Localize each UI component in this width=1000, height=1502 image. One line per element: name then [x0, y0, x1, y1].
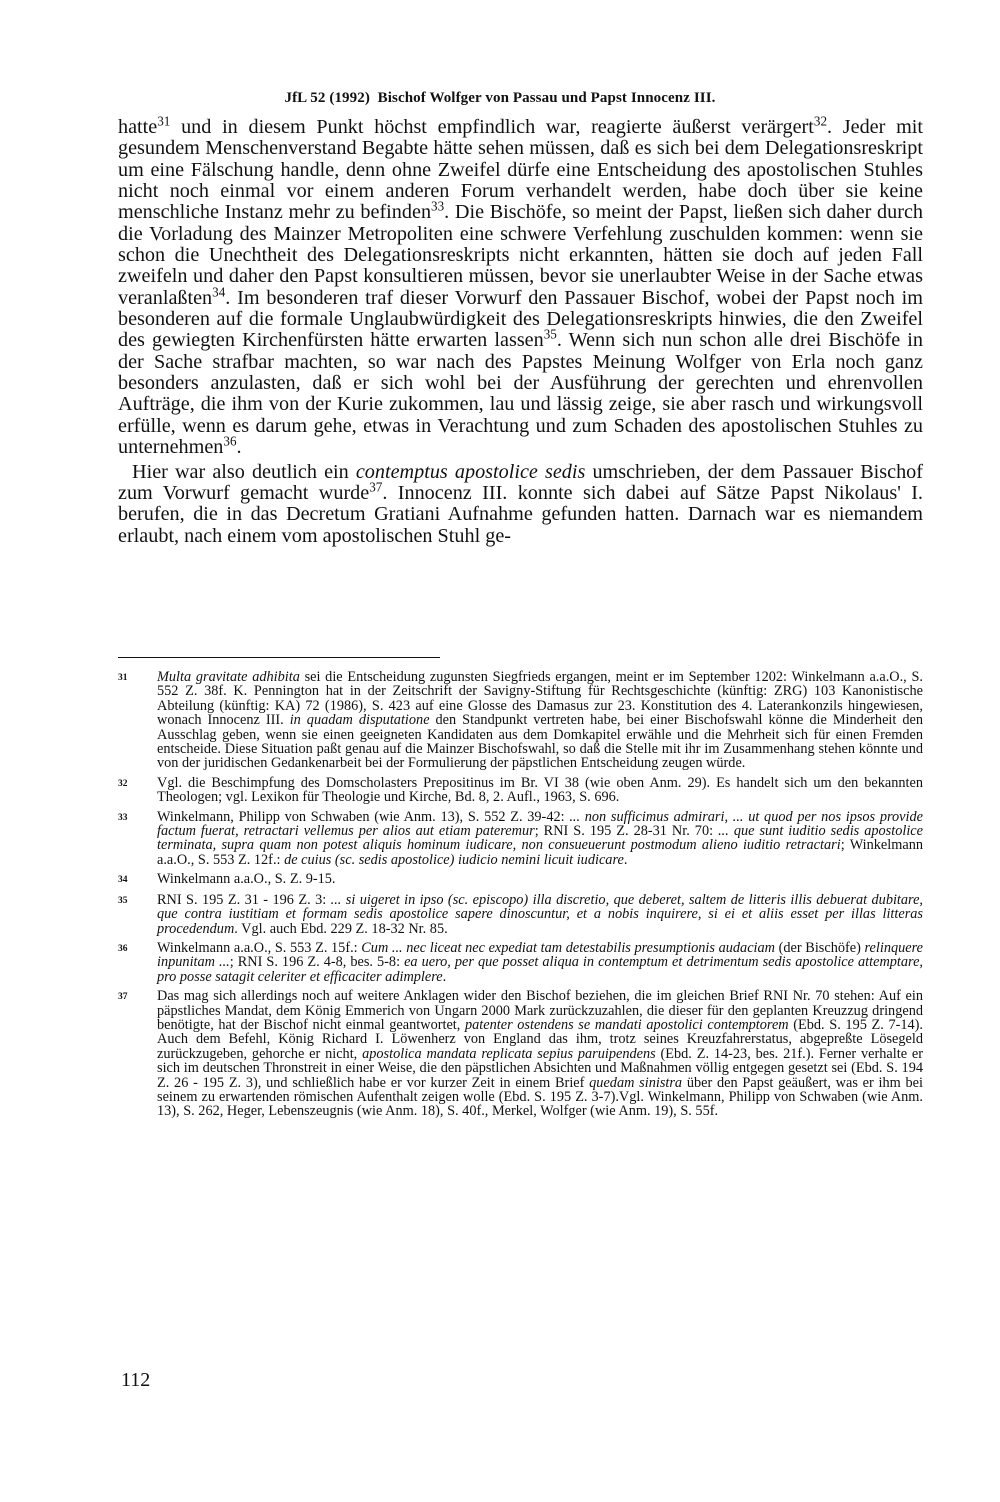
- text-run: Winkelmann a.a.O., S. Z. 9-15.: [157, 871, 336, 888]
- text-run: Winkelmann a.a.O., S. 553 Z. 15f.:: [157, 939, 362, 956]
- footnote-reference: 37: [369, 479, 383, 495]
- text-run: ; RNI S. 195 Z. 28-31 Nr. 70:: [534, 823, 719, 840]
- footnote-number: 37: [118, 992, 128, 1003]
- italic-text: apostolica mandata replicata sepius paruipendens: [362, 1045, 656, 1062]
- text-run: den Standpunkt vertreten habe, bei einer Bischofswahl könne die Minderheit den Ausschlag geben, wenn sie einen geeigneten Kandidaten aus dem Domkapitel erwähle und die Mehrheit sich für einen Fremden entscheide. Diese Situation paßt genau auf die Mainzer Bischofswahl, so daß die Stelle mit ihr im Zusammenhang stehen könnte und von der juridischen Gedankenarbeit bei der Formulierung der päpstlichen Entscheidung zeugen würde.: [157, 712, 923, 772]
- footnotes: [118, 670, 923, 1124]
- text-run: .: [236, 436, 242, 459]
- italic-text: ... que sunt iuditio sedis apostolice terminata, supra quam non potest aliquis hominum iudicare, non consueuerunt postmodum alieno iuditio retractari: [157, 823, 924, 854]
- paragraph: [118, 113, 924, 459]
- footnote-number: 33: [118, 812, 128, 823]
- italic-text: ... non sufficimus admirari, ... ut quod per nos ipsos provide factum fuerat, retractari vellemus per alios aut etiam pateremur: [157, 808, 923, 840]
- text-run: sei die Entscheidung zugunsten Siegfrieds ergangen, meint er im September 1202: Winkelmann a.a.O., S. 552 Z. 38f. K. Pennington hat in der Zeitschrift der Savigny-Stiftung für Rechtsgeschichte (künftig: ZRG) 103 Kanonistische Abteilung (künftig: KA) 72 (1986), S. 423 auf eine Glosse des Damasus zur 23. Konstitution des 4. Laterankonzils hingewiesen, wonach Innocenz III.: [157, 669, 923, 729]
- footnote-text: [157, 810, 923, 868]
- running-header: [0, 90, 1000, 107]
- footnote-reference: 31: [157, 113, 171, 129]
- footnote: [118, 872, 923, 887]
- running-title: Bischof Wolfger von Passau und Papst Innocenz III.: [377, 90, 716, 106]
- text-run: (Ebd. Z. 14-23, bes. 21f.). Ferner verhalte er sich im deutschen Thronstreit in einer Weise, die den päpstlichen Absichten und Maßnahmen völlig entgegen gesetzt sei (Ebd. S. 194 Z. 26 - 195 Z. 3), und schließlich habe er vor kurzer Zeit in einem Brief: [157, 1045, 923, 1091]
- footnote-reference: 33: [431, 198, 445, 214]
- italic-text: de cuius (sc. sedis apostolice) iudicio nemini licuit iudicare: [284, 851, 624, 868]
- italic-text: patenter ostendens se mandati apostolici contemptorem: [464, 1016, 789, 1033]
- footnote-text: [157, 776, 923, 805]
- text-run: . Im besonderen traf dieser Vorwurf den Passauer Bischof, wobei der Papst noch im besonderen auf die formale Unglaubwürdigkeit des Delegationsreskripts hinwies, die den Zweifel des gewiegten Kirchenfürsten hätte erwarten lassen: [118, 286, 923, 352]
- footnote-text: [157, 941, 923, 984]
- footnote-reference: 32: [813, 113, 828, 129]
- text-run: . Vgl. auch Ebd. 229 Z. 18-32 Nr. 85.: [234, 920, 448, 937]
- italic-text: ea uero, per que posset aliqua in contemptum et detrimentum sedis apostolice attemptare, pro posse satagit celeriter et efficaciter adimplere: [157, 954, 923, 985]
- text-run: über den Papst geäußert, was er ihm bei seinem zu erwartenden römischen Aufenthalt zeigen wolle (Ebd. S. 195 Z. 3-7).Vgl. Winkelmann, Philipp von Schwaben (wie Anm. 13), S. 262, Heger, Lebenszeugnis (wie Anm. 18), S. 40f., Merkel, Wolfger (wie Anm. 19), S. 55f.: [157, 1074, 923, 1120]
- footnote-number: 36: [118, 943, 128, 954]
- text-run: und in diesem Punkt höchst empfindlich war, reagierte äußerst verärgert: [170, 116, 814, 138]
- italic-text: contemptus apostolice sedis: [355, 460, 586, 483]
- text-run: ; Winkelmann a.a.O., S. 553 Z. 12f.:: [157, 837, 923, 868]
- italic-text: ... si uigeret in ipso (sc. episcopo) illa discretio, que deberet, saltem de litteris illis debuerat dubitare, que contra iustitiam et formam sedis apostolice sapere dinoscuntur, et a nobis inquirere, si ei et aliis esset per illas litteras procedendum: [157, 891, 924, 937]
- text-run: Hier war also deutlich ein: [132, 460, 356, 483]
- footnote-text: [157, 872, 923, 886]
- main-text: [118, 113, 924, 547]
- text-run: . Die Bischöfe, so meint der Papst, ließen sich daher durch die Vorladung des Mainzer Metropoliten eine schwere Verfehlung zuschulden kommen: wenn sie schon die Unechtheit des Delegationsreskripts nicht erkannten, hätten sie doch auf jeden Fall zweifeln und daher den Papst konsultieren müssen, bevor sie unerlaubter Weise in der Sache etwas veranlaßten: [118, 201, 924, 309]
- text-run: RNI S. 195 Z. 31 - 196 Z. 3:: [157, 891, 331, 908]
- text-run: ; RNI S. 196 Z. 4-8, bes. 5-8:: [229, 954, 405, 971]
- text-run: . Innocenz III. konnte sich dabei auf Sätze Papst Nikolaus' I. berufen, die in das Decretum Gratiani Aufnahme gefunden hatten. Darnach war es niemandem erlaubt, nach einem vom apostolischen Stuhl ge-: [118, 481, 923, 547]
- page-number: 112: [121, 1369, 151, 1391]
- footnote-text: [157, 670, 923, 771]
- footnote-reference: 35: [543, 326, 557, 342]
- footnote: [118, 893, 923, 936]
- footnote-number: 32: [118, 778, 128, 789]
- text-run: . Jeder mit gesundem Menschenverstand Begabte hätte sehen müssen, daß es sich bei dem Delegationsreskript um eine Fälschung handle, denn ohne Zweifel dürfe eine Entscheidung des apostolischen Stuhles nicht noch einmal vor einem anderen Forum verhandelt werden, habe doch über sie keine menschliche Instanz mehr zu befinden: [118, 116, 923, 224]
- italic-text: quedam sinistra: [589, 1074, 683, 1091]
- text-run: hatte: [118, 116, 158, 138]
- text-run: umschrieben, der dem Passauer Bischof zum Vorwurf gemacht wurde: [118, 460, 923, 504]
- text-run: Das mag sich allerdings noch auf weitere Anklagen wider den Bischof beziehen, die im gleichen Brief RNI Nr. 70 stehen: Auf ein päpstliches Mandat, dem König Emmerich von Ungarn 2000 Mark zurückzuzahlen, die dieser für den geplanten Kreuzzug dringend benötigte, hat der Bischof nicht einmal geantwortet,: [157, 988, 923, 1033]
- footnote-number: 31: [118, 673, 128, 683]
- paragraph: [118, 462, 923, 547]
- footnote-text: [157, 989, 923, 1119]
- journal-reference: JfL 52 (1992): [284, 90, 370, 106]
- italic-text: relinquere inpunitam ...: [157, 939, 923, 971]
- text-run: .: [442, 968, 447, 985]
- footnote: [118, 810, 923, 868]
- italic-text: Cum ... nec liceat nec expediat tam detestabilis presumptionis audaciam: [361, 939, 775, 956]
- footnote: [118, 670, 923, 771]
- footnote-text: [157, 893, 923, 936]
- text-run: (der Bischöfe): [775, 939, 865, 956]
- italic-text: in quadam disputatione: [289, 712, 430, 729]
- text-run: Winkelmann, Philipp von Schwaben (wie Anm. 13), S. 552 Z. 39-42:: [157, 808, 570, 825]
- footnote-reference: 36: [223, 433, 237, 449]
- italic-text: Multa gravitate adhibita: [157, 669, 300, 685]
- text-run: Vgl. die Beschimpfung des Domscholasters Prepositinus im Br. VI 38 (wie oben Anm. 29). Es handelt sich um den bekannten Theologen; vgl. Lexikon für Theologie und Kirche, Bd. 8, 2. Aufl., 1963, S. 696.: [157, 774, 923, 806]
- footnote-reference: 34: [212, 284, 226, 300]
- footnote: [118, 776, 923, 805]
- text-run: (Ebd. S. 195 Z. 7-14). Auch dem Befehl, König Richard I. Löwenherz von England das ihm, trotz seines Kreuzfahrerstatus, abgepreßte Lösegeld zurückzugeben, gehorche er nicht,: [157, 1016, 923, 1062]
- footnote: [118, 941, 923, 984]
- footnote-number: 34: [118, 875, 128, 886]
- footnote-number: 35: [118, 895, 128, 906]
- footnote-divider: [118, 657, 440, 658]
- text-run: .: [623, 851, 628, 868]
- text-run: . Wenn sich nun schon alle drei Bischöfe in der Sache strafbar machten, so war nach des Papstes Meinung Wolfger von Erla noch ganz besonders anzulasten, daß er sich wohl bei der Ausführung der gerechten und ehrenvollen Aufträge, die ihm von der Kurie zukommen, lau und lässig zeige, sie aber rasch und wirkungsvoll erfülle, wenn es darum gehe, etwas in Verachtung und zum Schaden des apostolischen Stuhles zu unternehmen: [118, 329, 923, 459]
- footnote: [118, 989, 923, 1119]
